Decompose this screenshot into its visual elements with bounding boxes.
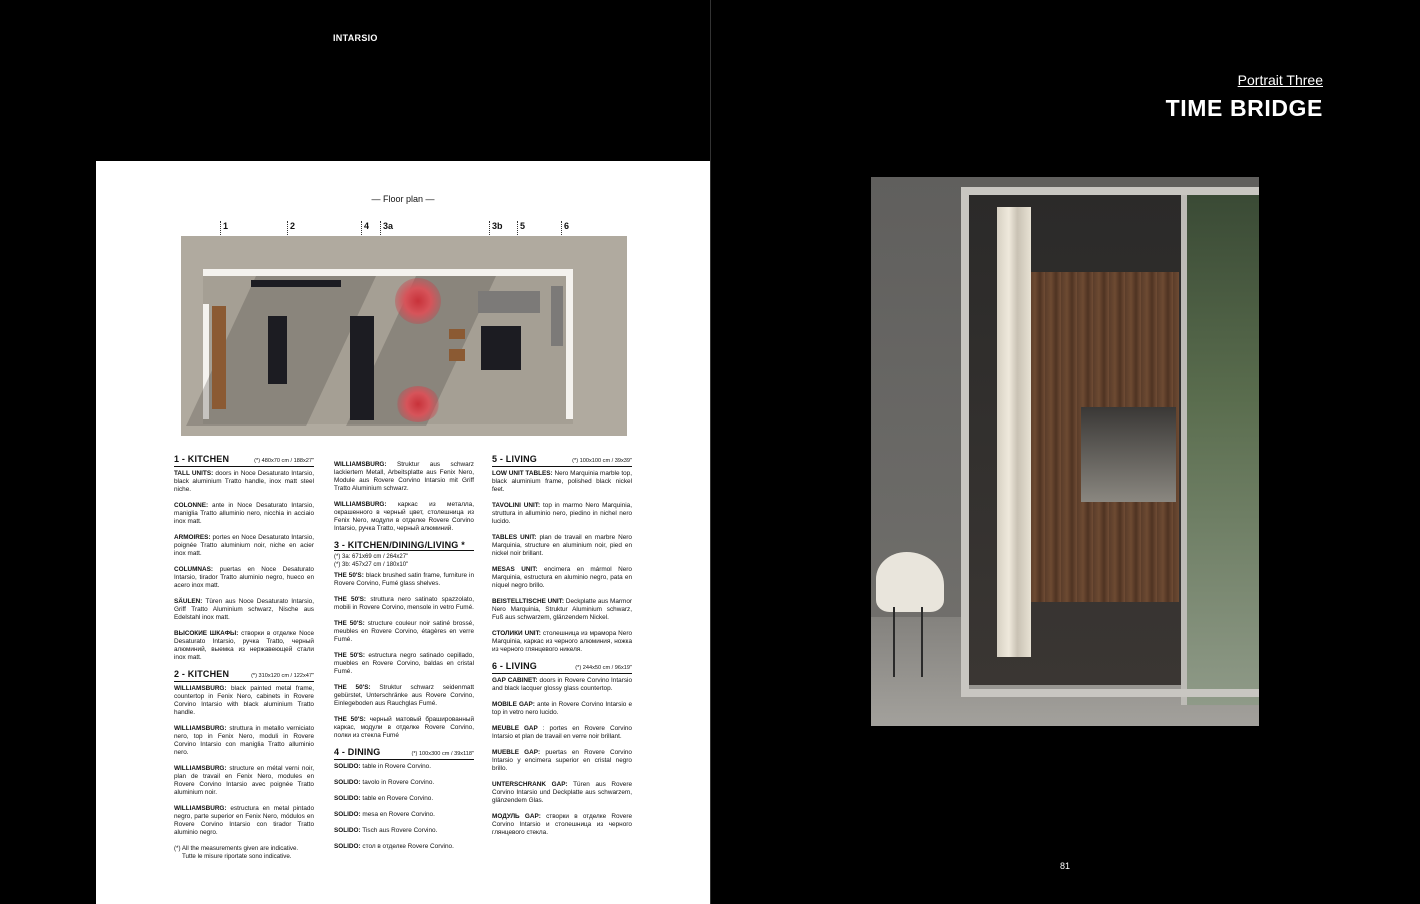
spec-entry <box>334 779 474 787</box>
spec-entry <box>174 765 314 797</box>
spec-entry <box>492 534 632 558</box>
spec-text: створки в отделке Rovere Corvino Intarsio и столешница из черного глянцевого стекла. <box>492 813 633 836</box>
spec-label: MOBILE GAP: <box>492 701 535 708</box>
spec-entry <box>174 566 314 590</box>
text-column-3 <box>492 455 632 845</box>
measurement-footnote <box>174 845 314 861</box>
spec-label: WILLIAMSBURG: <box>334 501 387 508</box>
spec-text: doors in Rovere Corvino Intarsio and black lacquer glossy glass countertop. <box>492 677 632 692</box>
spec-entry <box>334 716 474 740</box>
floor-plan-marker: 6 <box>564 221 570 231</box>
portrait-label: Portrait Three <box>1237 72 1323 88</box>
section-title: 1 - KITCHEN <box>174 454 230 464</box>
spec-label: MUEBLE GAP: <box>492 749 541 756</box>
spec-text: Struktur schwarz seidenmatt gebürstet, Unterschränke aus Rovere Corvino, Einlegeboden aus Rauchglas Fumé. <box>334 684 475 707</box>
spec-entry <box>174 470 314 494</box>
footnote-en: (*) All the measurements given are indicative. <box>174 845 299 852</box>
dimension-3b: (*) 3b: 457x27 cm / 180x10" <box>334 561 409 568</box>
spec-entry <box>334 843 474 851</box>
spec-text: Deckplatte aus Marmor Nero Marquinia, Struktur Aluminium schwarz, Fuß aus schwarzem, glänzendem Nickel. <box>492 598 633 621</box>
spec-label: THE 50'S: <box>334 716 366 723</box>
section-header <box>334 748 474 760</box>
spec-label: SOLIDO: <box>334 827 361 834</box>
spec-text: struttura in metallo verniciato nero, top in Fenix Nero, moduli in Rovere Corvino Intarsio con maniglia Tratto alluminio nero. <box>174 725 314 756</box>
floor-plan-marker: 1 <box>223 221 229 231</box>
spec-text: estructura en metal pintado negro, parte superior en Fenix Nero, módulos en Rovere Corvino Intarsio con tirador Tratto aluminio negro. <box>174 805 314 836</box>
section-title: 4 - DINING <box>334 747 381 757</box>
spec-text: Türen aus Noce Desaturato Intarsio, Griff Tratto Aluminium schwarz, Nische aus Edelstahl inox matt. <box>174 598 314 621</box>
right-page <box>711 0 1420 904</box>
spec-text: black painted metal frame, countertop in Fenix Nero, cabinets in Rovere Corvino Intarsio with black aluminium Tratto handle. <box>174 685 314 716</box>
spec-entry <box>174 630 314 662</box>
spec-text: top in marmo Nero Marquinia, struttura in alluminio nero, piedino in nichel nero lucido. <box>492 502 632 525</box>
section-title: 6 - LIVING <box>492 661 538 671</box>
spec-label: МОДУЛЬ GAP: <box>492 813 541 820</box>
section-title: 3 - KITCHEN/DINING/LIVING * <box>334 540 465 550</box>
spec-text: encimera en mármol Nero Marquinia, estructura en aluminio negro, pata en níquel negro brillo. <box>492 566 632 589</box>
floor-plan-heading: — Floor plan — <box>371 194 435 204</box>
spec-entry <box>174 502 314 526</box>
spec-entry <box>334 827 474 835</box>
spec-entry <box>492 781 632 805</box>
text-column-1 <box>174 455 314 861</box>
spec-label: ВЫСОКИЕ ШКАФЫ: <box>174 630 239 637</box>
spec-label: SOLIDO: <box>334 811 361 818</box>
spec-entry <box>334 501 474 533</box>
spec-entry <box>492 502 632 526</box>
content-panel <box>96 161 710 904</box>
spec-entry <box>334 795 474 803</box>
section-header <box>334 541 474 551</box>
spec-entry <box>334 652 474 676</box>
spec-entry <box>334 684 474 708</box>
spec-text: table en Rovere Corvino. <box>360 795 434 802</box>
spec-label: SÄULEN: <box>174 598 203 605</box>
spec-label: TAVOLINI UNIT: <box>492 502 541 509</box>
spec-entry <box>492 677 632 693</box>
spec-text: plan de travail en marbre Nero Marquinia, structure en aluminium noir, pied en nickel noir brillant. <box>492 534 632 557</box>
spec-text: table in Rovere Corvino. <box>360 763 431 770</box>
section-title: 5 - LIVING <box>492 454 538 464</box>
floor-plan-marker: 3a <box>383 221 394 231</box>
spec-label: MESAS UNIT: <box>492 566 538 573</box>
spec-entry <box>334 596 474 612</box>
spec-text: mesa en Rovere Corvino. <box>360 811 435 818</box>
spec-label: SOLIDO: <box>334 843 361 850</box>
floor-plan-image <box>181 236 627 436</box>
spec-label: WILLIAMSBURG: <box>174 725 227 732</box>
spec-label: UNTERSCHRANK GAP: <box>492 781 568 788</box>
spec-text: doors in Noce Desaturato Intarsio, black aluminium Tratto handle, inox matt steel niche. <box>174 470 314 493</box>
spec-text: Struktur aus schwarz lackiertem Metall, Arbeitsplatte aus Fenix Nero, Module aus Rovere Corvino Intarsio mit Griff Tratto Aluminium schwarz. <box>334 461 474 492</box>
spec-label: WILLIAMSBURG: <box>334 461 387 468</box>
section-header <box>492 662 632 674</box>
spec-label: THE 50'S: <box>334 572 364 579</box>
spec-entry <box>492 749 632 773</box>
spec-text: каркас из металла, окрашенного в черный цвет, столешница из Fenix Nero, модули в отделке Rovere Corvino Intarsio, ручка Tratto, черный алюминий. <box>334 501 474 532</box>
spec-text: puertas en Rovere Corvino Intarsio y encimera superior en cristal negro brillo. <box>492 749 632 772</box>
spec-text: structure couleur noir satiné brossé, meubles en Rovere Corvino, étagères en verre Fumé. <box>334 620 474 643</box>
spec-label: SOLIDO: <box>334 795 361 802</box>
spec-entry <box>174 685 314 717</box>
spec-label: GAP CABINET: <box>492 677 538 684</box>
spec-text: struttura nero satinato spazzolato, mobili in Rovere Corvino, mensole in vetro Fumé. <box>334 596 475 611</box>
spec-text: черный матовый брашированный каркас, модули в отделке Rovere Corvino, полки из стекла Fumé <box>334 716 475 739</box>
spec-label: SOLIDO: <box>334 779 361 786</box>
spec-entry <box>174 534 314 558</box>
spec-text: tavolo in Rovere Corvino. <box>360 779 435 786</box>
spec-label: ARMOIRES: <box>174 534 211 541</box>
floor-plan-marker: 4 <box>364 221 370 231</box>
spec-entry <box>334 572 474 588</box>
spec-label: COLONNE: <box>174 502 209 509</box>
spec-entry <box>334 763 474 771</box>
spec-text: black brushed satin frame, furniture in Rovere Corvino, Fumé glass shelves. <box>334 572 474 587</box>
section-dimensions <box>334 554 474 569</box>
spec-label: TALL UNITS: <box>174 470 214 477</box>
spec-text: створки в отделке Noce Desaturato Intarsio, ручка Tratto, черный алюминий, выемка из нержавеющей стали inox matt. <box>174 630 314 661</box>
spec-entry <box>334 461 474 493</box>
spec-text: portes en Noce Desaturato Intarsio, poignée Tratto aluminium noir, niche en acier inox matt. <box>174 534 314 557</box>
text-column-2 <box>334 461 474 859</box>
section-dimensions: (*) 100x300 cm / 39x118" <box>411 751 474 757</box>
spec-text: estructura negro satinado cepillado, muebles en Rovere Corvino, baldas en cristal Fumé. <box>334 652 474 675</box>
spec-label: THE 50'S: <box>334 652 366 659</box>
page-number: 81 <box>1060 861 1071 871</box>
spec-entry <box>174 805 314 837</box>
spec-entry <box>492 566 632 590</box>
spec-text: Nero Marquinia marble top, black aluminium frame, polished black nickel feet. <box>492 470 632 493</box>
spec-label: SOLIDO: <box>334 763 361 770</box>
spec-entry <box>492 598 632 622</box>
spec-label: THE 50'S: <box>334 620 365 627</box>
spec-entry <box>492 813 632 837</box>
spec-text: Tisch aus Rovere Corvino. <box>360 827 438 834</box>
spec-text: стол в отделке Rovere Corvino. <box>360 843 454 850</box>
spec-text: ante in Noce Desaturato Intarsio, maniglia Tratto alluminio nero, nicchia in acciaio inox matt. <box>174 502 314 525</box>
spec-label: WILLIAMSBURG: <box>174 685 227 692</box>
floor-plan-marker: 5 <box>520 221 526 231</box>
spec-entry <box>492 630 632 654</box>
section-dimensions: (*) 100x100 cm / 39x39" <box>572 458 632 464</box>
section-dimensions: (*) 310x120 cm / 122x47" <box>251 673 314 679</box>
project-title: TIME BRIDGE <box>1165 95 1323 121</box>
spec-label: WILLIAMSBURG: <box>174 805 227 812</box>
spec-text: столешница из мрамора Nero Marquinia, каркас из черного алюминия, ножка из черного глянцевого никеля. <box>492 630 633 653</box>
spec-entry <box>492 701 632 717</box>
spec-entry <box>334 620 474 644</box>
footnote-it: Tutte le misure riportate sono indicative. <box>182 853 292 860</box>
spec-text: : portes en Rovere Corvino Intarsio et plan de travail en verre noir brillant. <box>492 725 632 740</box>
spec-text: ante in Rovere Corvino Intarsio e top in vetro nero lucido. <box>492 701 632 716</box>
spec-entry <box>492 725 632 741</box>
section-header <box>492 455 632 467</box>
spec-label: THE 50'S: <box>334 684 371 691</box>
spec-label: TABLES UNIT: <box>492 534 537 541</box>
spec-label: COLUMNAS: <box>174 566 214 573</box>
section-header <box>174 455 314 467</box>
brand-label: INTARSIO <box>333 33 378 43</box>
section-dimensions: (*) 480x70 cm / 188x27" <box>254 458 314 464</box>
spec-text: structure en métal verni noir, plan de travail en Fenix Nero, modules en Rovere Corvino Intarsio avec poignée Tratto aluminium noir. <box>174 765 314 796</box>
spec-label: MEUBLE GAP <box>492 725 538 732</box>
spec-entry <box>174 598 314 622</box>
section-dimensions: (*) 244x50 cm / 96x19" <box>575 665 632 671</box>
spec-entry <box>174 725 314 757</box>
floor-plan-marker: 3b <box>492 221 503 231</box>
spec-entry <box>492 470 632 494</box>
spec-text: Türen aus Rovere Corvino Intarsio und Deckplatte aus schwarzem, glänzendem Glas. <box>492 781 633 804</box>
spec-entry <box>334 811 474 819</box>
spec-text: puertas en Noce Desaturato Intarsio, tirador Tratto aluminio negro, hueco en acero inox matt. <box>174 566 314 589</box>
interior-photo <box>871 177 1259 726</box>
spec-label: СТОЛИКИ UNIT: <box>492 630 541 637</box>
floor-plan-marker: 2 <box>290 221 296 231</box>
section-title: 2 - KITCHEN <box>174 669 230 679</box>
spec-label: THE 50'S: <box>334 596 367 603</box>
dimension-3a: (*) 3a: 671x69 cm / 264x27" <box>334 554 409 560</box>
spec-label: WILLIAMSBURG: <box>174 765 227 772</box>
section-header <box>174 670 314 682</box>
spec-label: LOW UNIT TABLES: <box>492 470 553 477</box>
spec-label: BEISTELLTISCHE UNIT: <box>492 598 565 605</box>
